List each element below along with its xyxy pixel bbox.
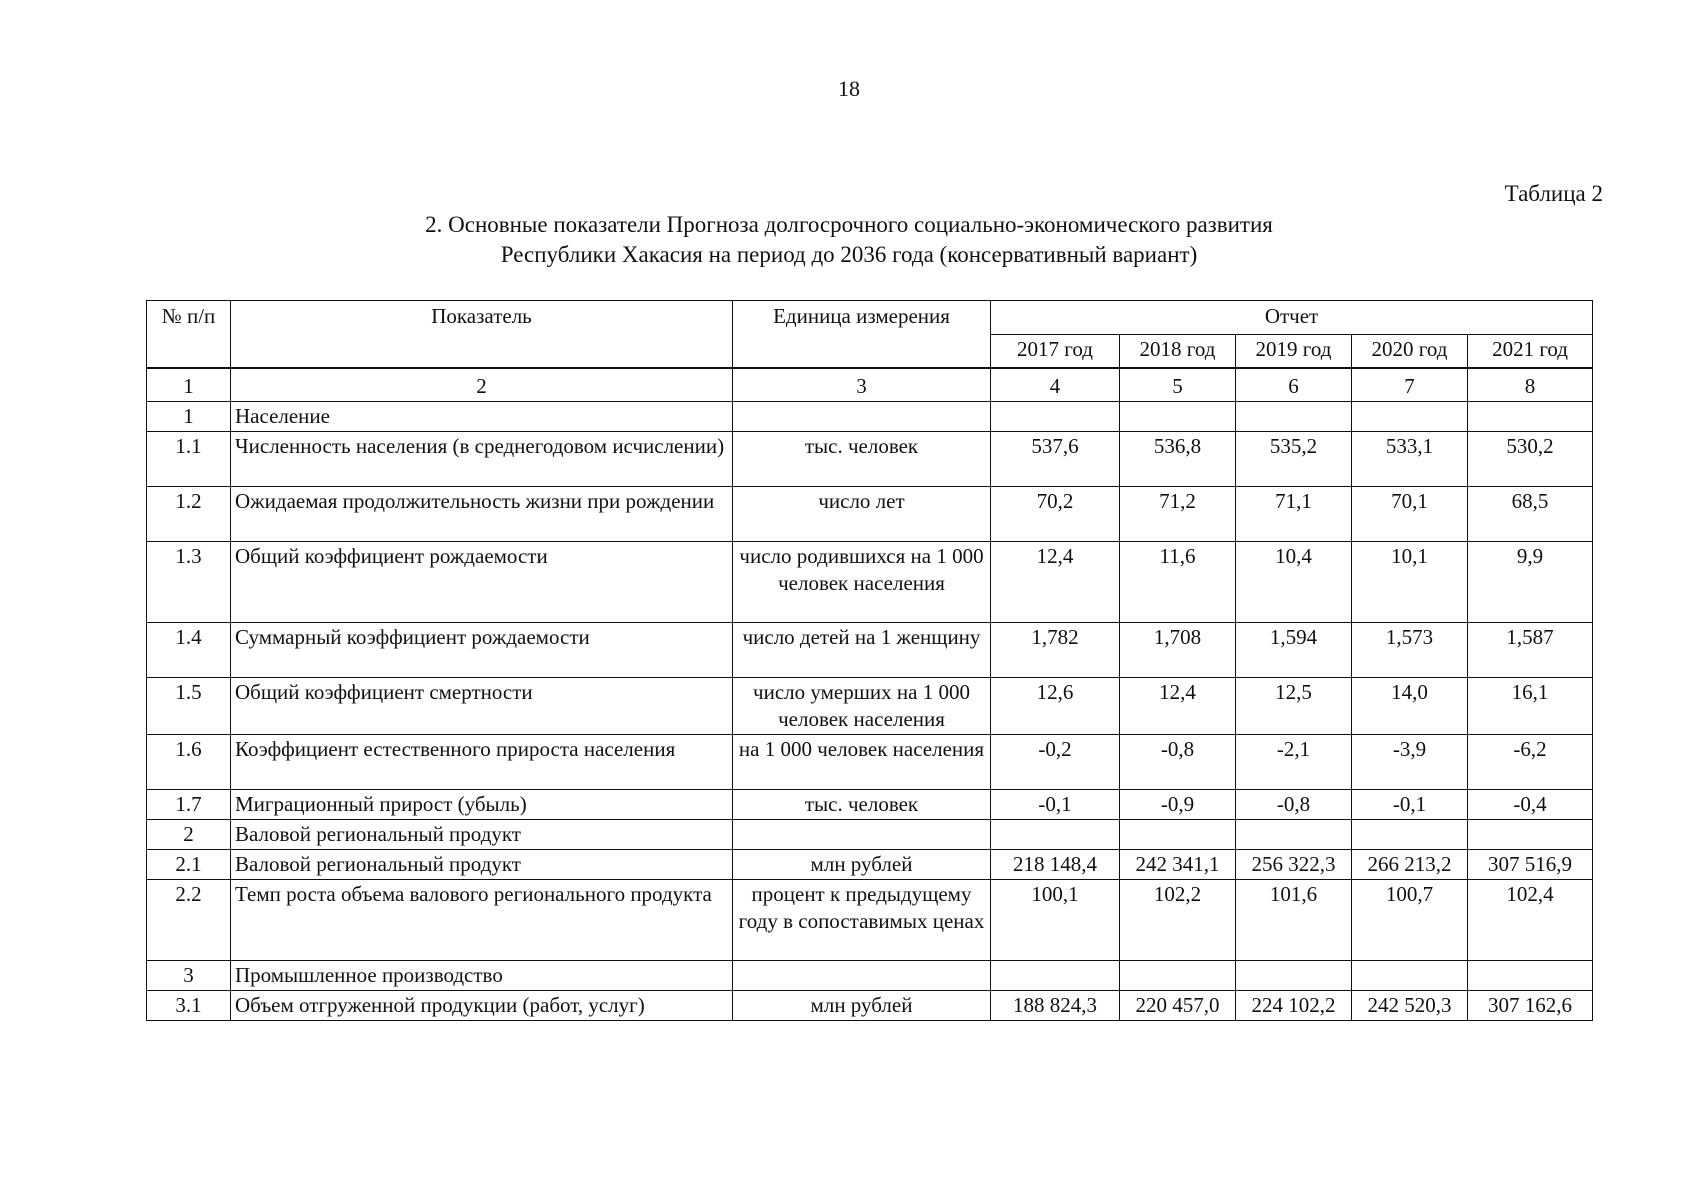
value-cell: 242 520,3 bbox=[1352, 991, 1468, 1021]
row-number: 3.1 bbox=[147, 991, 231, 1021]
unit-cell: процент к предыдущему году в сопоставимых ценах bbox=[733, 880, 991, 961]
value-cell bbox=[1352, 961, 1468, 991]
value-cell: 102,4 bbox=[1468, 880, 1593, 961]
value-cell: -0,4 bbox=[1468, 790, 1593, 820]
indicator-name: Валовой региональный продукт bbox=[231, 820, 733, 850]
column-number: 8 bbox=[1468, 368, 1593, 402]
header-unit: Единица измерения bbox=[733, 301, 991, 369]
indicator-name: Ожидаемая продолжительность жизни при рождении bbox=[231, 487, 733, 542]
row-number: 2.2 bbox=[147, 880, 231, 961]
value-cell: 266 213,2 bbox=[1352, 850, 1468, 880]
value-cell: -2,1 bbox=[1236, 735, 1352, 790]
header-year: 2021 год bbox=[1468, 335, 1593, 369]
row-number: 1.2 bbox=[147, 487, 231, 542]
value-cell: 1,594 bbox=[1236, 623, 1352, 678]
unit-cell: число родившихся на 1 000 человек населения bbox=[733, 542, 991, 623]
unit-cell: тыс. человек bbox=[733, 790, 991, 820]
table-row bbox=[147, 735, 1593, 790]
value-cell: 100,1 bbox=[991, 880, 1120, 961]
value-cell bbox=[1236, 402, 1352, 432]
value-cell: 101,6 bbox=[1236, 880, 1352, 961]
indicator-name: Общий коэффициент рождаемости bbox=[231, 542, 733, 623]
indicator-name: Численность населения (в среднегодовом исчислении) bbox=[231, 432, 733, 487]
row-number: 2.1 bbox=[147, 850, 231, 880]
table-row bbox=[147, 678, 1593, 735]
value-cell: 256 322,3 bbox=[1236, 850, 1352, 880]
unit-cell: число детей на 1 женщину bbox=[733, 623, 991, 678]
value-cell: 16,1 bbox=[1468, 678, 1593, 735]
header-year: 2017 год bbox=[991, 335, 1120, 369]
value-cell: 9,9 bbox=[1468, 542, 1593, 623]
row-number: 1 bbox=[147, 402, 231, 432]
row-number: 1.4 bbox=[147, 623, 231, 678]
value-cell: 12,5 bbox=[1236, 678, 1352, 735]
unit-cell: на 1 000 человек населения bbox=[733, 735, 991, 790]
value-cell: 102,2 bbox=[1120, 880, 1236, 961]
value-cell: 11,6 bbox=[1120, 542, 1236, 623]
value-cell: -0,1 bbox=[991, 790, 1120, 820]
indicator-name: Объем отгруженной продукции (работ, услуг) bbox=[231, 991, 733, 1021]
value-cell: -6,2 bbox=[1468, 735, 1593, 790]
value-cell: 535,2 bbox=[1236, 432, 1352, 487]
unit-cell bbox=[733, 820, 991, 850]
row-number: 2 bbox=[147, 820, 231, 850]
unit-cell: тыс. человек bbox=[733, 432, 991, 487]
unit-cell: число умерших на 1 000 человек населения bbox=[733, 678, 991, 735]
value-cell bbox=[991, 402, 1120, 432]
indicator-name: Коэффициент естественного прироста населения bbox=[231, 735, 733, 790]
value-cell: 71,1 bbox=[1236, 487, 1352, 542]
indicator-name: Миграционный прирост (убыль) bbox=[231, 790, 733, 820]
value-cell: -0,2 bbox=[991, 735, 1120, 790]
value-cell: -0,8 bbox=[1236, 790, 1352, 820]
column-numbers-row bbox=[147, 368, 1593, 402]
value-cell: 10,4 bbox=[1236, 542, 1352, 623]
value-cell bbox=[1468, 402, 1593, 432]
table-row bbox=[147, 961, 1593, 991]
value-cell bbox=[1236, 961, 1352, 991]
header-report: Отчет bbox=[991, 301, 1593, 335]
value-cell: 307 516,9 bbox=[1468, 850, 1593, 880]
value-cell: -0,8 bbox=[1120, 735, 1236, 790]
table-title-line-1: 2. Основные показатели Прогноза долгосрочного социально-экономического развития bbox=[425, 212, 1273, 237]
value-cell: 242 341,1 bbox=[1120, 850, 1236, 880]
value-cell: -0,1 bbox=[1352, 790, 1468, 820]
table-body bbox=[147, 402, 1593, 1021]
value-cell: 537,6 bbox=[991, 432, 1120, 487]
value-cell: 68,5 bbox=[1468, 487, 1593, 542]
header-indicator: Показатель bbox=[231, 301, 733, 369]
value-cell: 1,708 bbox=[1120, 623, 1236, 678]
table-title-line-2: Республики Хакасия на период до 2036 года (консервативный вариант) bbox=[500, 242, 1198, 267]
column-number: 2 bbox=[231, 368, 733, 402]
value-cell: 1,573 bbox=[1352, 623, 1468, 678]
value-cell: 14,0 bbox=[1352, 678, 1468, 735]
indicator-name: Суммарный коэффициент рождаемости bbox=[231, 623, 733, 678]
table-row bbox=[147, 820, 1593, 850]
value-cell: 12,6 bbox=[991, 678, 1120, 735]
value-cell: 307 162,6 bbox=[1468, 991, 1593, 1021]
row-number: 1.1 bbox=[147, 432, 231, 487]
value-cell: 220 457,0 bbox=[1120, 991, 1236, 1021]
table-row bbox=[147, 850, 1593, 880]
column-number: 6 bbox=[1236, 368, 1352, 402]
table-row bbox=[147, 623, 1593, 678]
header-year: 2019 год bbox=[1236, 335, 1352, 369]
row-number: 3 bbox=[147, 961, 231, 991]
value-cell: 218 148,4 bbox=[991, 850, 1120, 880]
value-cell: 1,587 bbox=[1468, 623, 1593, 678]
table-row bbox=[147, 432, 1593, 487]
indicator-name: Промышленное производство bbox=[231, 961, 733, 991]
indicator-name: Население bbox=[231, 402, 733, 432]
indicator-name: Темп роста объема валового регионального продукта bbox=[231, 880, 733, 961]
value-cell: 70,1 bbox=[1352, 487, 1468, 542]
value-cell bbox=[991, 820, 1120, 850]
value-cell bbox=[991, 961, 1120, 991]
indicator-name: Общий коэффициент смертности bbox=[231, 678, 733, 735]
row-number: 1.3 bbox=[147, 542, 231, 623]
value-cell: 70,2 bbox=[991, 487, 1120, 542]
table-label: Таблица 2 bbox=[1504, 181, 1603, 206]
value-cell: 530,2 bbox=[1468, 432, 1593, 487]
indicators-table bbox=[146, 300, 1593, 1021]
column-number: 3 bbox=[733, 368, 991, 402]
header-num: № п/п bbox=[147, 301, 231, 369]
table-row bbox=[147, 790, 1593, 820]
table-row bbox=[147, 542, 1593, 623]
value-cell: 100,7 bbox=[1352, 880, 1468, 961]
value-cell: 1,782 bbox=[991, 623, 1120, 678]
value-cell bbox=[1352, 402, 1468, 432]
row-number: 1.7 bbox=[147, 790, 231, 820]
value-cell bbox=[1468, 961, 1593, 991]
column-number: 1 bbox=[147, 368, 231, 402]
value-cell: -3,9 bbox=[1352, 735, 1468, 790]
value-cell: 10,1 bbox=[1352, 542, 1468, 623]
value-cell: 536,8 bbox=[1120, 432, 1236, 487]
header-year: 2020 год bbox=[1352, 335, 1468, 369]
header-year: 2018 год bbox=[1120, 335, 1236, 369]
unit-cell: число лет bbox=[733, 487, 991, 542]
value-cell: 188 824,3 bbox=[991, 991, 1120, 1021]
unit-cell bbox=[733, 961, 991, 991]
row-number: 1.6 bbox=[147, 735, 231, 790]
table-row bbox=[147, 487, 1593, 542]
table-row bbox=[147, 880, 1593, 961]
unit-cell bbox=[733, 402, 991, 432]
value-cell: 12,4 bbox=[991, 542, 1120, 623]
column-number: 7 bbox=[1352, 368, 1468, 402]
unit-cell: млн рублей bbox=[733, 991, 991, 1021]
row-number: 1.5 bbox=[147, 678, 231, 735]
value-cell bbox=[1468, 820, 1593, 850]
value-cell bbox=[1352, 820, 1468, 850]
value-cell bbox=[1236, 820, 1352, 850]
value-cell: 71,2 bbox=[1120, 487, 1236, 542]
column-number: 5 bbox=[1120, 368, 1236, 402]
value-cell: 224 102,2 bbox=[1236, 991, 1352, 1021]
page-number: 18 bbox=[838, 76, 860, 101]
table-row bbox=[147, 991, 1593, 1021]
table-title bbox=[0, 210, 1698, 270]
table-row bbox=[147, 402, 1593, 432]
value-cell bbox=[1120, 820, 1236, 850]
column-number: 4 bbox=[991, 368, 1120, 402]
value-cell bbox=[1120, 402, 1236, 432]
value-cell: 12,4 bbox=[1120, 678, 1236, 735]
value-cell: -0,9 bbox=[1120, 790, 1236, 820]
value-cell bbox=[1120, 961, 1236, 991]
indicator-name: Валовой региональный продукт bbox=[231, 850, 733, 880]
value-cell: 533,1 bbox=[1352, 432, 1468, 487]
unit-cell: млн рублей bbox=[733, 850, 991, 880]
